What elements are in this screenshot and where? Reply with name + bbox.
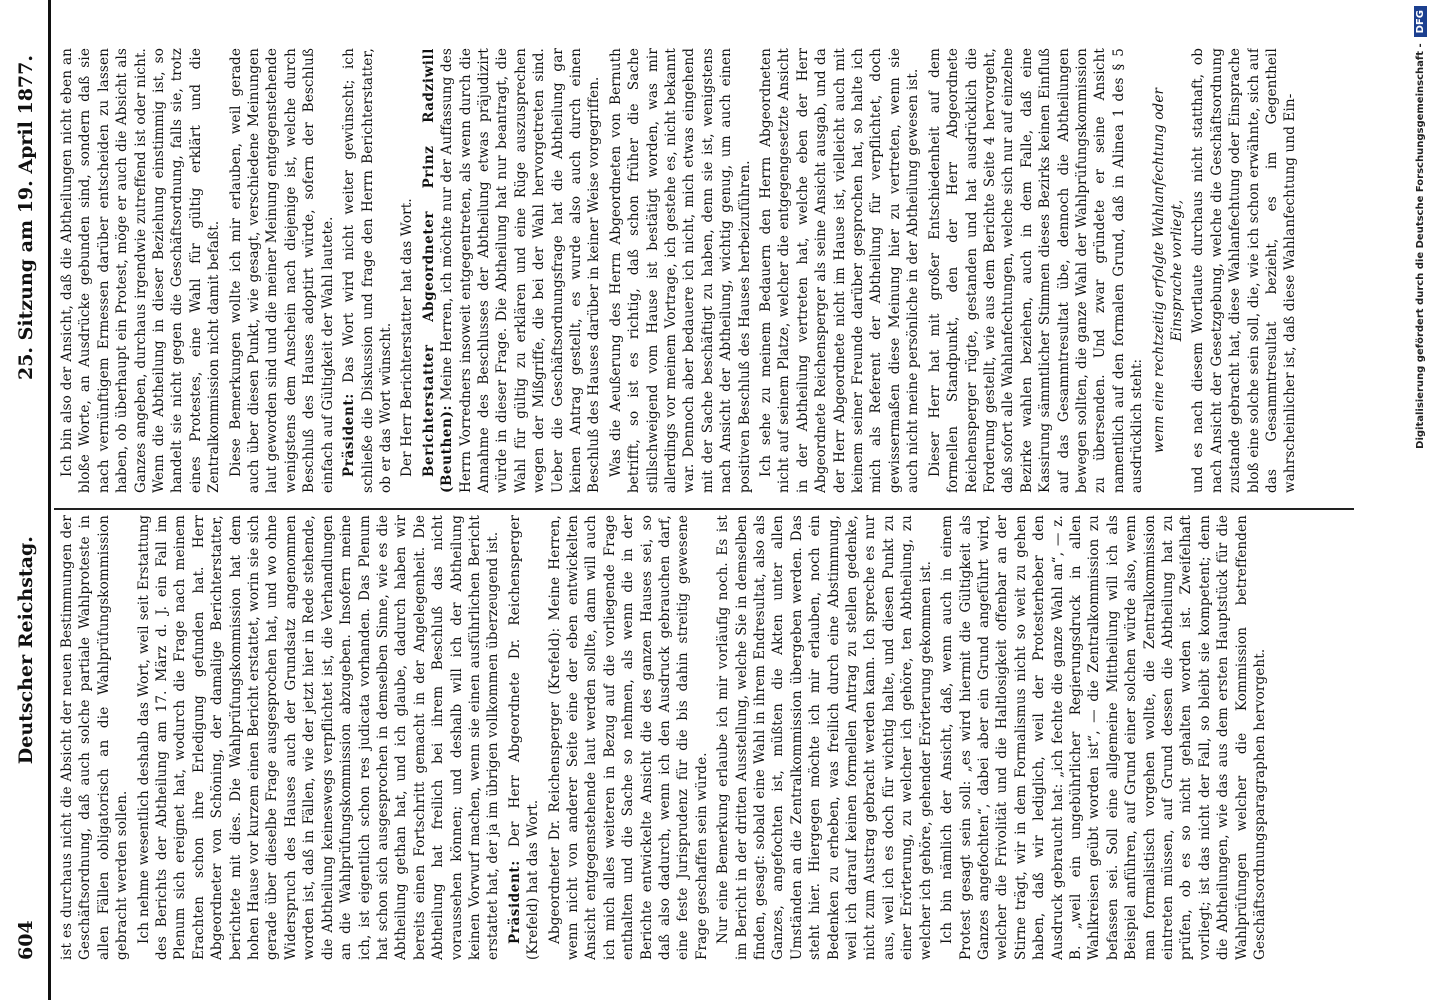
publication-title: Deutscher Reichstag. <box>15 536 37 765</box>
speaker-name: Präsident: <box>506 860 523 944</box>
paragraph: Ich bin nämlich der Ansicht, daß, wenn auch in einem Protest gesagt sein soll: „es wird hiermit die Gültigkeit als Ganzes angefochten“, dabei aber ein Grund angeführt wird, welcher die Frivolität und die Haltlosigkeit offenbar an der Stirne trägt, wir in dem Formalismus nicht so weit zu gehen haben, daß wir lediglich, weil der Protesterheber den Ausdruck gebraucht hat: „ich fechte die ganze Wahl an“, — z. B. „weil ein ungebührlicher Regierungsdruck in allen Wahlkreisen geübt worden ist“, — die Zentralkommission zu befassen sei. Soll eine allgemeine Mittheilung will ich als Beispiel anführen, auf Grund einer solchen würde also, wenn man formalistisch vorgehen wollte, die Zentralkommission eintreten müssen, auf Grund dessen die Abtheilung hat zu prüfen, ob es so nicht gehalten worden ist. Zweifelhaft vorliegt; ist das nicht der Fall, so bleibt sie kompetent; denn die Abtheilungen, wie das aus dem ersten Hauptstück für die Wahlprüfungen welcher die Kommission betreffenden Geschäftsordnungsparagraphen hervorgeht. <box>939 515 1268 960</box>
speaker-paragraph: Berichterstatter Abgeordneter Prinz Radziwill (Beuthen): Meine Herren, ich möchte nur der Auffassung des Herrn Vorredners insoweit entgegentreten, als wenn durch die Annahme des Beschlusses der Abtheilung etwas präjudizirt würde in dieser Frage. Die Abtheilung hat nur beantragt, die Wahl für gültig zu erklären und eine Rüge auszusprechen wegen der Mißgriffe, die bei der Wahl hervorgetreten sind. Ueber die Geschäftsordnungsfrage hat die Abtheilung gar keinen Antrag gestellt, es wurde also auch durch einen Beschluß des Hauses darüber in keiner Weise vorgegriffen. <box>420 48 603 493</box>
paragraph: Der Herr Berichterstatter hat das Wort. <box>399 198 416 477</box>
paragraph: ist es durchaus nicht die Absicht der neuen Bestimmungen der Geschäftsordnung, daß auch solche partiale Wahlproteste in allen Fällen obligatorisch an die Wahlprüfungskommission gebracht werden sollen. <box>59 515 131 960</box>
paragraph: Abgeordneter Dr. Reichensperger (Krefeld): Meine Herren, wenn nicht von anderer Seite eine der eben entwickelten Ansicht entgegenstehende laut werden sollte, dann will auch ich mich alles weiteren in Bezug auf die vorliegende Frage enthalten und die Sache so nehmen, als wenn die in der Berichte entwickelte Ansicht die des ganzen Hauses sei, so daß also dadurch, wenn ich den Ausdruck gebrauchen darf, eine feste Jurisprudenz für die bis dahin streitig gewesene Frage geschaffen sein würde. <box>546 515 710 960</box>
running-head <box>6 55 46 960</box>
digitization-footer <box>1408 0 1432 1000</box>
speaker-name: Berichterstatter Abgeordneter Prinz Radziwill (Beuthen): <box>420 48 456 493</box>
paragraph: Ich nehme wesentlich deshalb das Wort, weil seit Erstattung des Berichts der Abtheilung am 17. März d. J. ein Fall im Plenum sich ereignet hat, wodurch die Frage nach meinem Erachten schon ihre Erledigung gefunden hat. Herr Abgeordneter von Schöning, der damalige Berichterstatter, berichtete mit dies. Die Wahlprüfungskommission hat dem hohen Hause vor kurzem einen Bericht erstattet, worin sie sich gerade über dieselbe Frage ausgesprochen hat, und wo ohne Widerspruch des Hauses auch der Grundsatz angenommen worden ist, daß in Fällen, wie der jetzt hier in Rede stehende, die Abtheilung keineswegs verpflichtet ist, die Verhandlungen an die Wahlprüfungskommission abzugeben. Insofern meine ich, ist eigentlich schon res judicata vorhanden. Das Plenum hat schon sich ausgesprochen in demselben Sinne, wie es die Abtheilung gethan hat, und ich glaube, dadurch haben wir bereits einen Fortschritt gemacht in der Angelegenheit. Die Abtheilung hat freilich bei ihrem Beschluß das nicht voraussehen können; und deshalb will ich der Abtheilung keinen Vorwurf machen, wenn sie einen ausführlichen Bericht erstattet hat, der ja im übrigen vollkommen überzeugend ist. <box>135 515 502 960</box>
speaker-paragraph: Präsident: Der Herr Abgeordnete Dr. Reichensperger (Krefeld) hat das Wort. <box>506 515 542 960</box>
paragraph: Diese Bemerkungen wollte ich mir erlauben, weil gerade auch über diesen Punkt, wie gesagt, verschiedene Meinungen laut geworden sind und die meiner Meinung entgegenstehende wenigstens dem Anschein nach diejenige ist, welche durch Beschluß des Hauses adoptirt würde, sofern der Beschluß einfach auf Gültigkeit der Wahl lautete. <box>227 48 336 493</box>
digitization-note: Digitalisierung gefördert durch die Deutsche Forschungsgemeinschaft - <box>1414 43 1426 449</box>
left-column <box>58 515 1403 960</box>
paragraph: Nur eine Bemerkung erlaube ich mir vorläufig noch. Es ist im Bericht in der dritten Ausstellung, welche Sie in demselben finden, gesagt: sobald eine Wahl in ihrem Endresultat, also als Ganzes, angefochten ist, müßten die Akten unter allen Umständen an die Zentralkommission übergeben werden. Das steht hier. Hiergegen möchte ich mir erlauben, noch ein Bedenken zu erheben, was freilich durch eine Abstimmung, weil ich darauf keinen formellen Antrag zu stellen gedenke, nicht zum Austrag gebracht werden kann. Ich spreche es nur aus, weil ich es doch für wichtig halte, und diesen Punkt zu einer Erörterung, zu welcher ich gehöre, ten Abtheilung, zu welcher ich gehöre, gehender Erörterung gekommen ist. <box>715 515 934 960</box>
paragraph: und es nach diesem Wortlaute durchaus nicht statthaft, ob nach Ansicht der Gesetzgebung, welche die Geschäftsordnung zustande gebracht hat, diese Wahlanfechtung oder Einsprache bloß eine solche sein soll, die, wie ich schon erwähnte, sich auf das Gesammtresultat bezieht, es im Gegentheil wahrscheinlicher ist, daß diese Wahlanfechtung und Ein- <box>1190 48 1299 493</box>
speaker-name: Präsident: <box>341 393 358 477</box>
header-rule <box>48 0 51 1000</box>
column-divider <box>54 508 1354 510</box>
paragraph: Ich sehe zu meinem Bedauern den Herrn Abgeordneten nicht auf seinem Platze, welcher die entgegengesetzte Ansicht in der Abtheilung vertreten hat, welche eben der Herr Abgeordnete Reichensperger als seine Ansicht ausgab, und da der Herr Abgeordnete nicht im Hause ist, vielleicht auch mit keinem seiner Freunde darüber gesprochen hat, so halte ich mich als Referent der Abtheilung für verpflichtet, doch gewissermaßen diese Meinung hier zu vertreten, wenn sie auch nicht meine persönliche in der Abtheilung gewesen ist. <box>758 48 922 493</box>
dfg-logo: DFG <box>1414 6 1427 37</box>
paragraph: Dieser Herr hat mit großer Entschiedenheit auf dem formellen Standpunkt, den der Herr Abgeordnete Reichensperger rügte, gestanden und hat ausdrücklich die Forderung gestellt, wie aus dem Berichte Seite 4 hervorgeht, daß sofort alle Wahlanfechtungen, welche sich nur auf einzelne Bezirke wahlen beziehen, auch in dem Falle, daß eine Kassirung sämmtlicher Stimmen dieses Bezirks keinen Einfluß auf das Gesammtresultat übe, dennoch die Abtheilungen bewegen sollten, die ganze Wahl der Wahlprüfungskommission zu übersenden. Und zwar gründete er seine Ansicht namentlich auf den formalen Grund, daß in Alinea 1 des § 5 ausdrücklich steht: <box>926 48 1146 493</box>
page-number: 604 <box>15 920 37 960</box>
paragraph: Ich bin also der Ansicht, daß die Abtheilungen nicht eben an bloße Worte, an Ausdrücke gebunden sind, sondern daß sie nach vernünftigem Ermessen darüber entscheiden zu lassen haben, ob überhaupt ein Protest, möge er auch die Absicht als Ganzes angeben, durchaus irgendwie zutreffend ist oder nicht. Wenn die Abtheilung in dieser Beziehung einstimmig ist, so handelt sie nicht gegen die Geschäftsordnung, falls sie, trotz eines Protestes, eine Wahl für gültig erklärt und die Zentralkommission nicht damit befaßt. <box>59 48 223 493</box>
right-column <box>58 48 1403 493</box>
session-title: 25. Sitzung am 19. April 1877. <box>15 55 37 381</box>
quoted-clause: wenn eine rechtzeitig erfolgte Wahlanfechtung oder Einsprache vorliegt, <box>1150 87 1185 454</box>
paragraph: Was die Aeußerung des Herrn Abgeordneten von Bernuth betrifft, so ist es richtig, daß schon früher die Sache stillschweigend vom Hause ist bestätigt worden, was mir allerdings vor meinem Vortrage, ich gestehe es, nicht bekannt war. Dennoch aber bedauere ich nicht, mich etwas eingehend mit der Sache beschäftigt zu haben, denn sie ist, wenigstens nach Ansicht der Abtheilung, wichtig genug, um auch einen positiven Beschluß des Hauses herbeizuführen. <box>607 48 753 493</box>
speaker-paragraph: Präsident: Das Wort wird nicht weiter gewünscht; ich schließe die Diskussion und frage den Herrn Berichterstatter, ob er das Wort wünscht. <box>341 48 394 493</box>
